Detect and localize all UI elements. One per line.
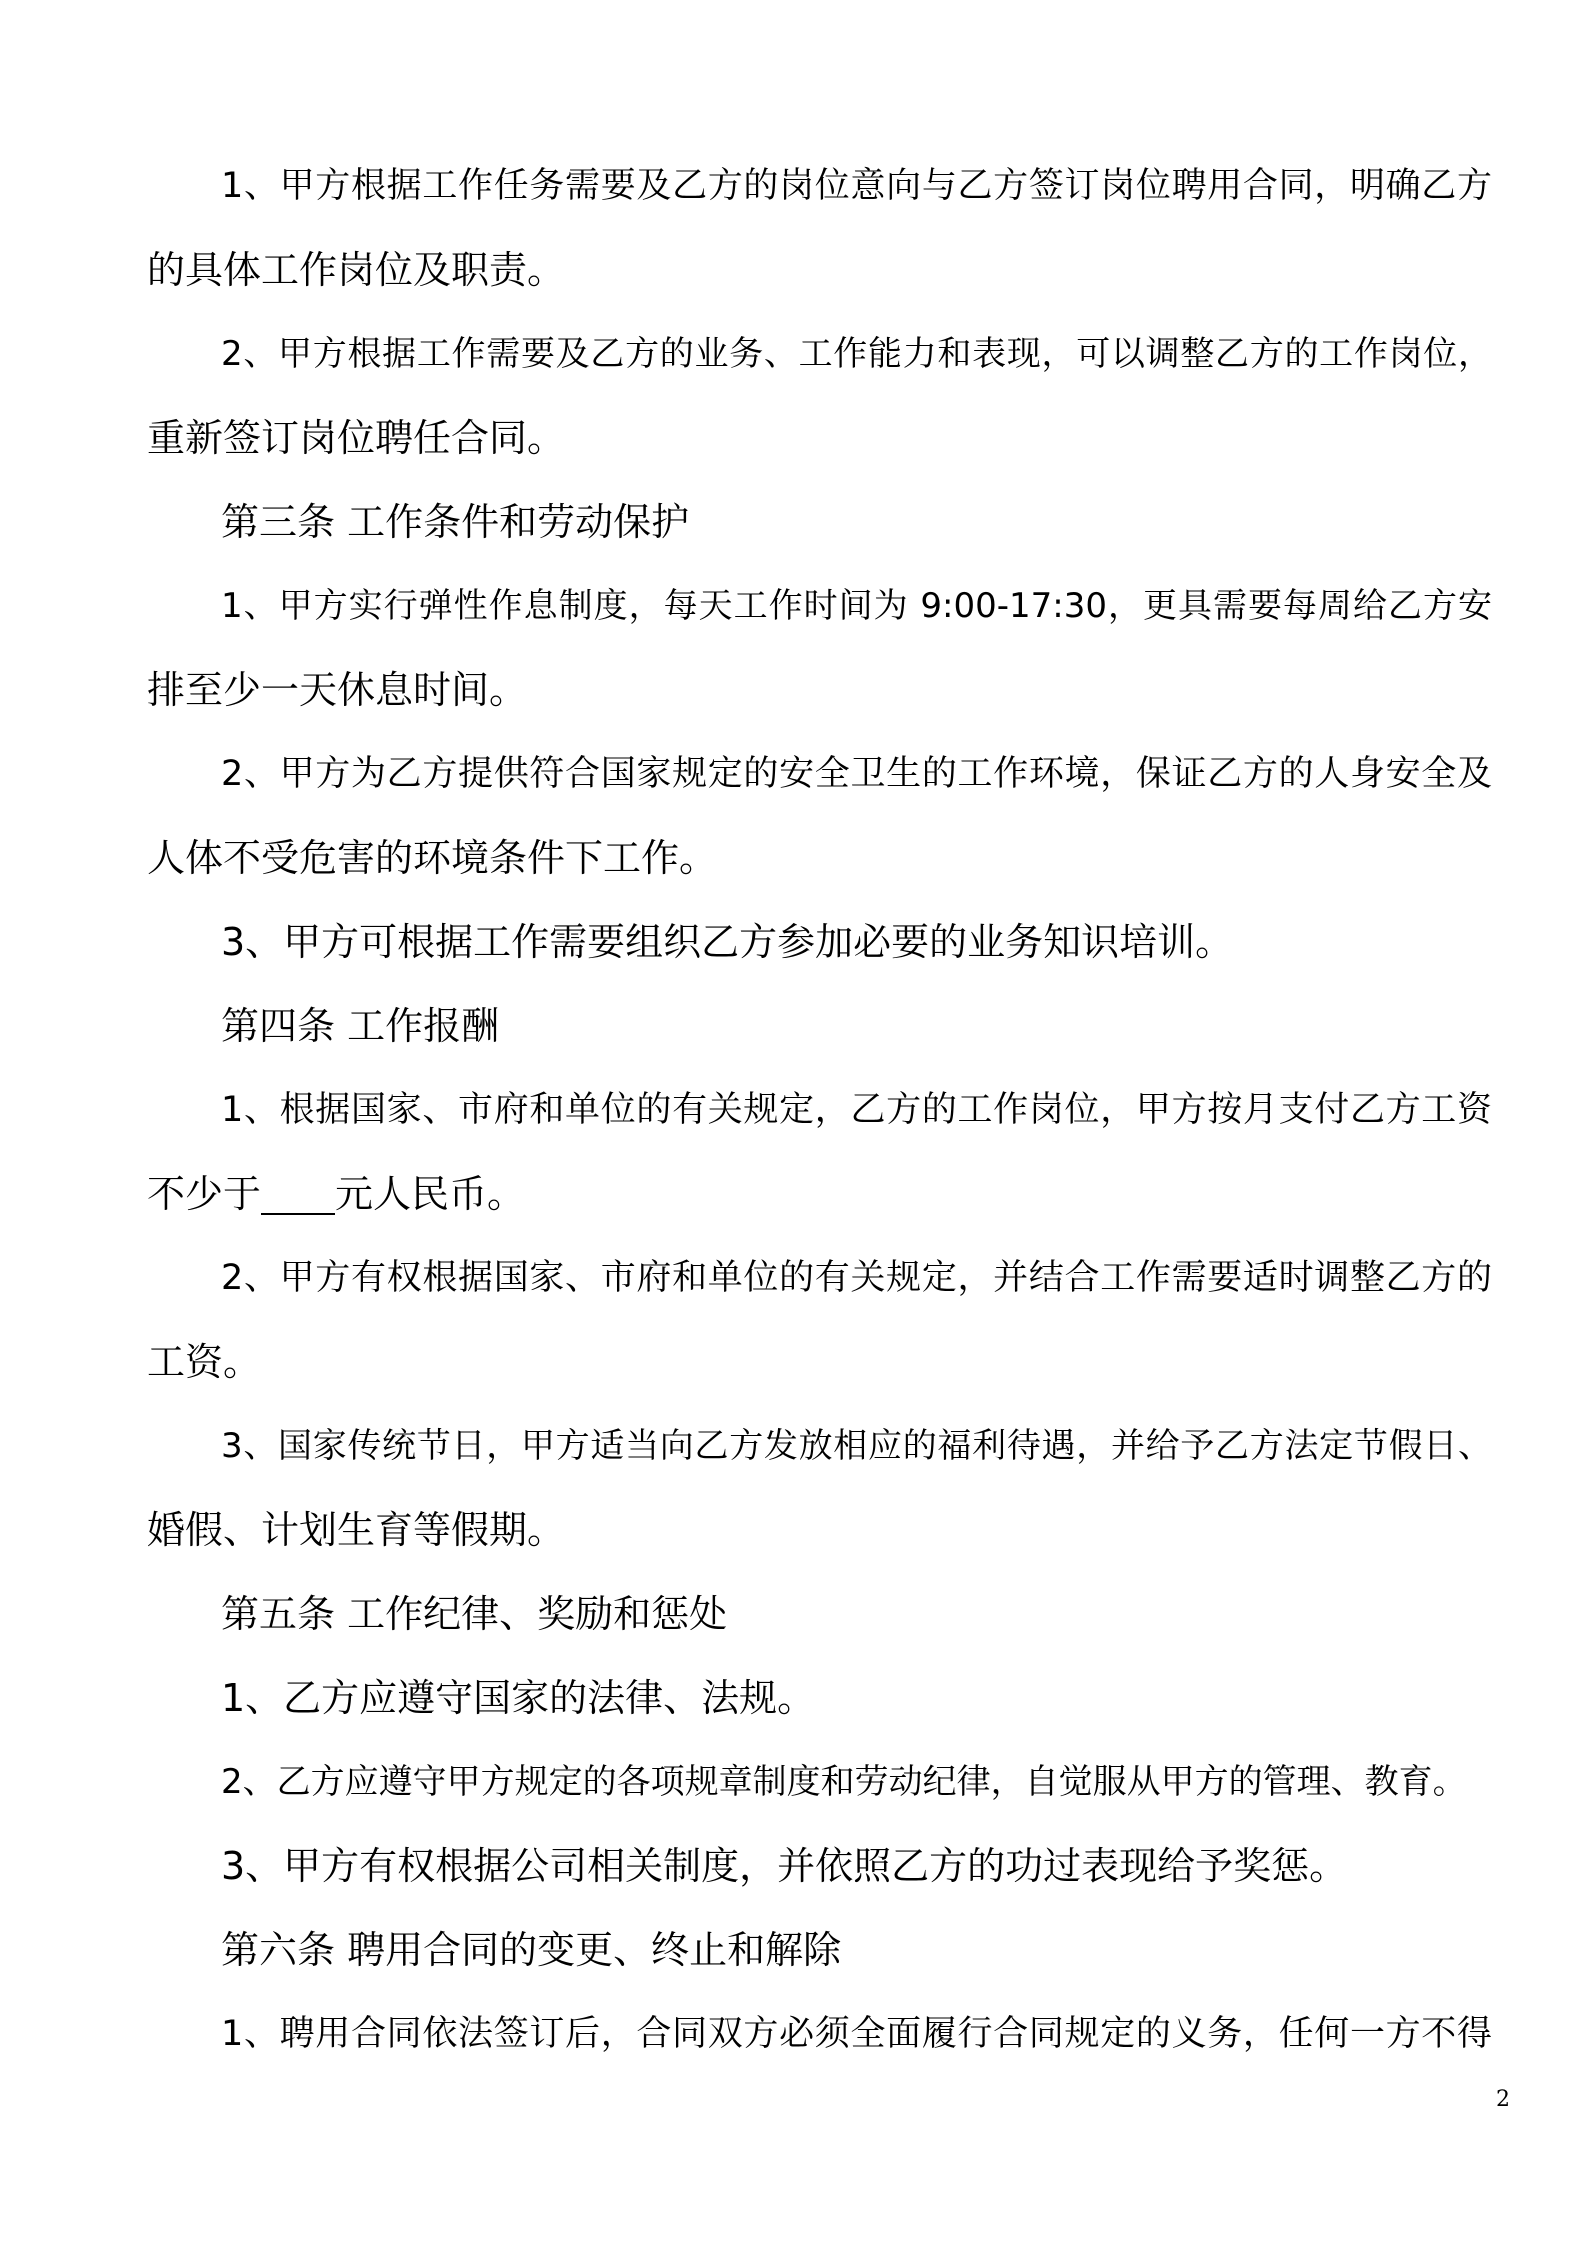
clause-2-item-2-line-1: 2、甲方根据工作需要及乙方的业务、工作能力和表现，可以调整乙方的工作岗位， xyxy=(221,334,1492,374)
article-3-item-2-line-1: 2、甲方为乙方提供符合国家规定的安全卫生的工作环境，保证乙方的人身安全及 xyxy=(221,754,1492,794)
clause-2-item-1-line-1: 1、甲方根据工作任务需要及乙方的岗位意向与乙方签订岗位聘用合同，明确乙方 xyxy=(221,166,1492,206)
article-3-item-1-line-1: 1、甲方实行弹性作息制度，每天工作时间为 9:00-17:30，更具需要每周给乙方安 xyxy=(221,586,1492,626)
clause-2-item-2-line-2: 重新签订岗位聘任合同。 xyxy=(147,416,566,460)
article-3-item-1-line-2: 排至少一天休息时间。 xyxy=(147,668,528,712)
article-4-item-3-line-1: 3、国家传统节日，甲方适当向乙方发放相应的福利待遇，并给予乙方法定节假日、 xyxy=(221,1426,1492,1466)
article-6-heading: 第六条 聘用合同的变更、终止和解除 xyxy=(221,1928,842,1972)
article-4-heading: 第四条 工作报酬 xyxy=(221,1004,500,1048)
salary-blank xyxy=(261,1173,335,1215)
article-4-item-3-line-2: 婚假、计划生育等假期。 xyxy=(147,1508,566,1552)
article-3-item-3: 3、甲方可根据工作需要组织乙方参加必要的业务知识培训。 xyxy=(221,920,1234,964)
salary-suffix: 元人民币。 xyxy=(335,1172,526,1216)
clause-2-item-1-line-2: 的具体工作岗位及职责。 xyxy=(147,248,566,292)
article-3-heading: 第三条 工作条件和劳动保护 xyxy=(221,500,690,544)
contract-body xyxy=(147,144,1492,2076)
article-4-item-2-line-2: 工资。 xyxy=(147,1340,262,1384)
article-5-item-2: 2、乙方应遵守甲方规定的各项规章制度和劳动纪律，自觉服从甲方的管理、教育。 xyxy=(221,1762,1467,1802)
article-4-item-2-line-1: 2、甲方有权根据国家、市府和单位的有关规定，并结合工作需要适时调整乙方的 xyxy=(221,1258,1492,1298)
article-5-item-3: 3、甲方有权根据公司相关制度，并依照乙方的功过表现给予奖惩。 xyxy=(221,1844,1348,1888)
article-5-item-1: 1、乙方应遵守国家的法律、法规。 xyxy=(221,1676,816,1720)
salary-prefix: 不少于 xyxy=(147,1172,262,1216)
article-6-item-1-line-1: 1、聘用合同依法签订后，合同双方必须全面履行合同规定的义务，任何一方不得 xyxy=(221,2014,1492,2054)
article-3-item-2-line-2: 人体不受危害的环境条件下工作。 xyxy=(147,836,718,880)
article-4-item-1-line-1: 1、根据国家、市府和单位的有关规定，乙方的工作岗位，甲方按月支付乙方工资 xyxy=(221,1090,1492,1130)
article-5-heading: 第五条 工作纪律、奖励和惩处 xyxy=(221,1592,728,1636)
article-4-item-1-line-2 xyxy=(147,1152,1492,1236)
page-number: 2 xyxy=(1496,2087,1510,2112)
